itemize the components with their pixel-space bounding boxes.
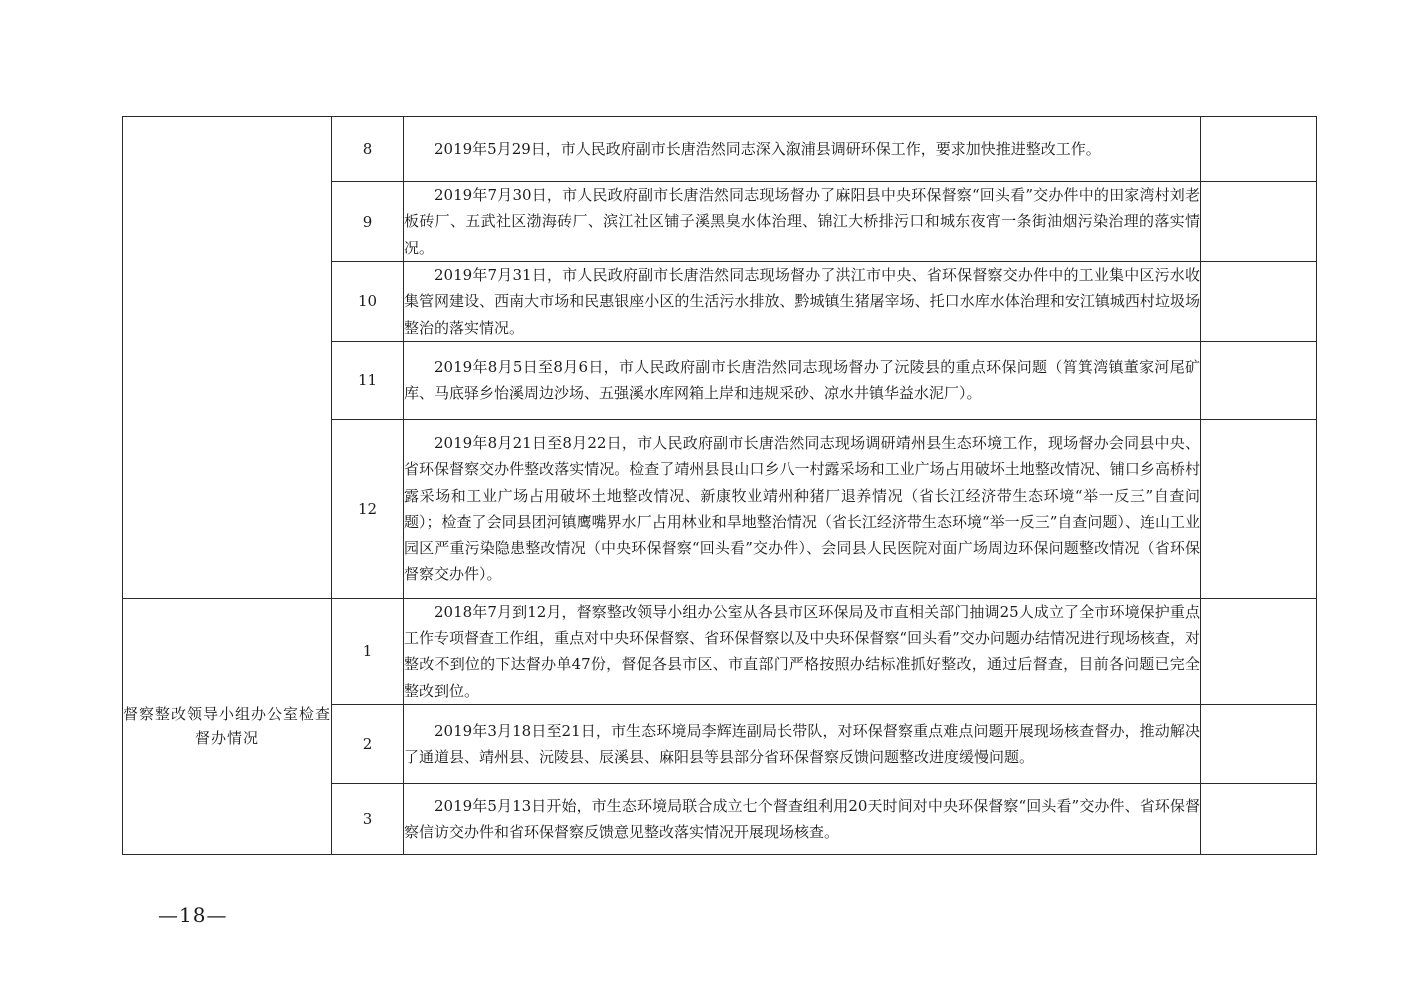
row-number: 3 [332,784,404,855]
row-content: 2019年7月30日，市人民政府副市长唐浩然同志现场督办了麻阳县中央环保督察“回头看”交办件中的田家湾村刘老板砖厂、五武社区渤海砖厂、滨江社区铺子溪黑臭水体治理、锦江大桥排污口和城东夜宵一条街油烟污染治理的落实情况。 [404,182,1201,262]
row-note [1201,117,1317,182]
row-number: 2 [332,705,404,784]
row-note [1201,182,1317,262]
row-note [1201,419,1317,598]
category-cell [123,117,332,599]
row-number: 1 [332,598,404,704]
row-content: 2019年5月29日，市人民政府副市长唐浩然同志深入溆浦县调研环保工作，要求加快推进整改工作。 [404,117,1201,182]
table-row [123,598,1317,704]
row-number: 9 [332,182,404,262]
category-cell: 督察整改领导小组办公室检查督办情况 [123,598,332,854]
row-number: 10 [332,262,404,342]
page-number: —18— [158,903,228,927]
row-content: 2019年7月31日，市人民政府副市长唐浩然同志现场督办了洪江市中央、省环保督察交办件中的工业集中区污水收集管网建设、西南大市场和民惠银座小区的生活污水排放、黔城镇生猪屠宰场、托口水库水体治理和安江镇城西村垃圾场整治的落实情况。 [404,262,1201,342]
row-content: 2019年8月5日至8月6日，市人民政府副市长唐浩然同志现场督办了沅陵县的重点环保问题（筲箕湾镇董家河尾矿库、马底驿乡怡溪周边沙场、五强溪水库网箱上岸和违规采砂、凉水井镇华益水泥厂）。 [404,341,1201,419]
row-number: 12 [332,419,404,598]
row-note [1201,341,1317,419]
row-note [1201,598,1317,704]
row-number: 8 [332,117,404,182]
row-note [1201,262,1317,342]
row-content: 2018年7月到12月，督察整改领导小组办公室从各县市区环保局及市直相关部门抽调25人成立了全市环境保护重点工作专项督查工作组，重点对中央环保督察、省环保督察以及中央环保督察“回头看”交办问题办结情况进行现场核查，对整改不到位的下达督办单47份，督促各县市区、市直部门严格按照办结标准抓好整改，通过后督查，目前各问题已完全整改到位。 [404,598,1201,704]
row-content: 2019年3月18日至21日，市生态环境局李辉连副局长带队，对环保督察重点难点问题开展现场核查督办，推动解决了通道县、靖州县、沅陵县、辰溪县、麻阳县等县部分省环保督察反馈问题整改进度缓慢问题。 [404,705,1201,784]
row-content: 2019年8月21日至8月22日，市人民政府副市长唐浩然同志现场调研靖州县生态环境工作，现场督办会同县中央、省环保督察交办件整改落实情况。检查了靖州县艮山口乡八一村露采场和工业广场占用破坏土地整改情况、铺口乡高桥村露采场和工业广场占用破坏土地整改情况、新康牧业靖州种猪厂退养情况（省长江经济带生态环境“举一反三”自查问题）；检查了会同县团河镇鹰嘴界水厂占用林业和旱地整治情况（省长江经济带生态环境“举一反三”自查问题）、连山工业园区严重污染隐患整改情况（中央环保督察“回头看”交办件）、会同县人民医院对面广场周边环保问题整改情况（省环保督察交办件）。 [404,419,1201,598]
row-note [1201,784,1317,855]
row-number: 11 [332,341,404,419]
row-note [1201,705,1317,784]
supervision-table [122,116,1317,855]
table-row [123,117,1317,182]
row-content: 2019年5月13日开始，市生态环境局联合成立七个督查组利用20天时间对中央环保督察“回头看”交办件、省环保督察信访交办件和省环保督察反馈意见整改落实情况开展现场核查。 [404,784,1201,855]
